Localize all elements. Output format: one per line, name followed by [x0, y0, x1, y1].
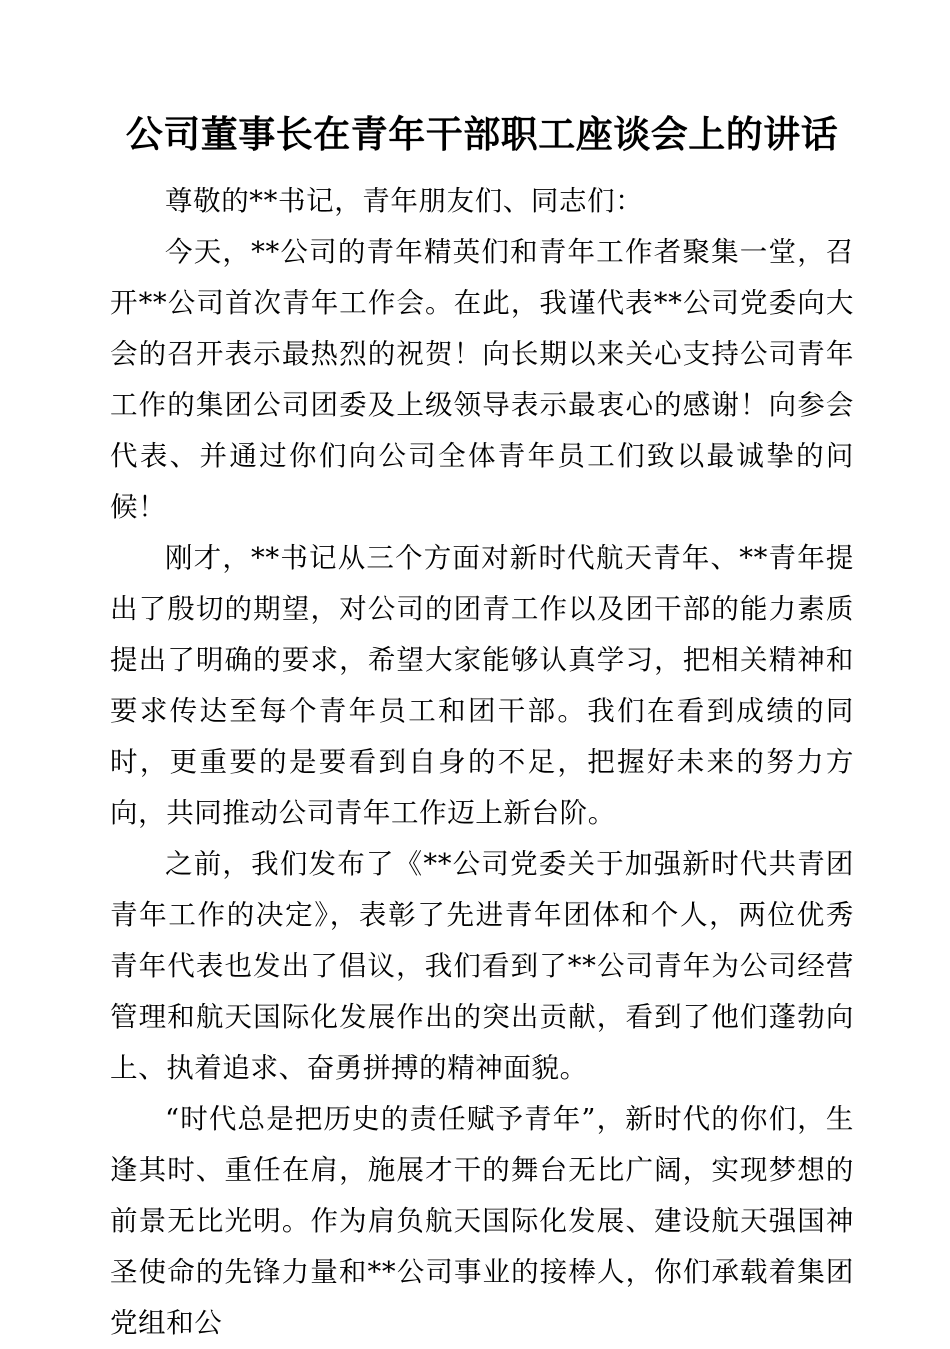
paragraph-2: 刚才，**书记从三个方面对新时代航天青年、**青年提出了殷切的期望，对公司的团青工作以及团干部的能力素质提出了明确的要求，希望大家能够认真学习，把相关精神和要求传达至每个青年员工和团干部。我们在看到成绩的同时，更重要的是要看到自身的不足，把握好未来的努力方向，共同推动公司青年工作迈上新台阶。	[110, 542, 854, 830]
paragraph-1: 今天，**公司的青年精英们和青年工作者聚集一堂，召开**公司首次青年工作会。在此，我谨代表**公司党委向大会的召开表示最热烈的祝贺！向长期以来关心支持公司青年工作的集团公司团委及上级领导表示最衷心的感谢！向参会代表、并通过你们向公司全体青年员工们致以最诚挚的问候！	[110, 236, 854, 524]
paragraph-3: 之前，我们发布了《**公司党委关于加强新时代共青团青年工作的决定》，表彰了先进青年团体和个人，两位优秀青年代表也发出了倡议，我们看到了**公司青年为公司经营管理和航天国际化发展作出的突出贡献，看到了他们蓬勃向上、执着追求、奋勇拼搏的精神面貌。	[110, 848, 854, 1085]
document-body	[110, 176, 854, 1349]
paragraph-salutation: 尊敬的**书记，青年朋友们、同志们：	[165, 185, 644, 218]
paragraph-4: “时代总是把历史的责任赋予青年”，新时代的你们，生逢其时、重任在肩，施展才干的舞台无比广阔，实现梦想的前景无比光明。作为肩负航天国际化发展、建设航天强国神圣使命的先锋力量和**公司事业的接棒人，你们承载着集团党组和公	[110, 1103, 854, 1340]
page-title: 公司董事长在青年干部职工座谈会上的讲话	[125, 113, 839, 156]
